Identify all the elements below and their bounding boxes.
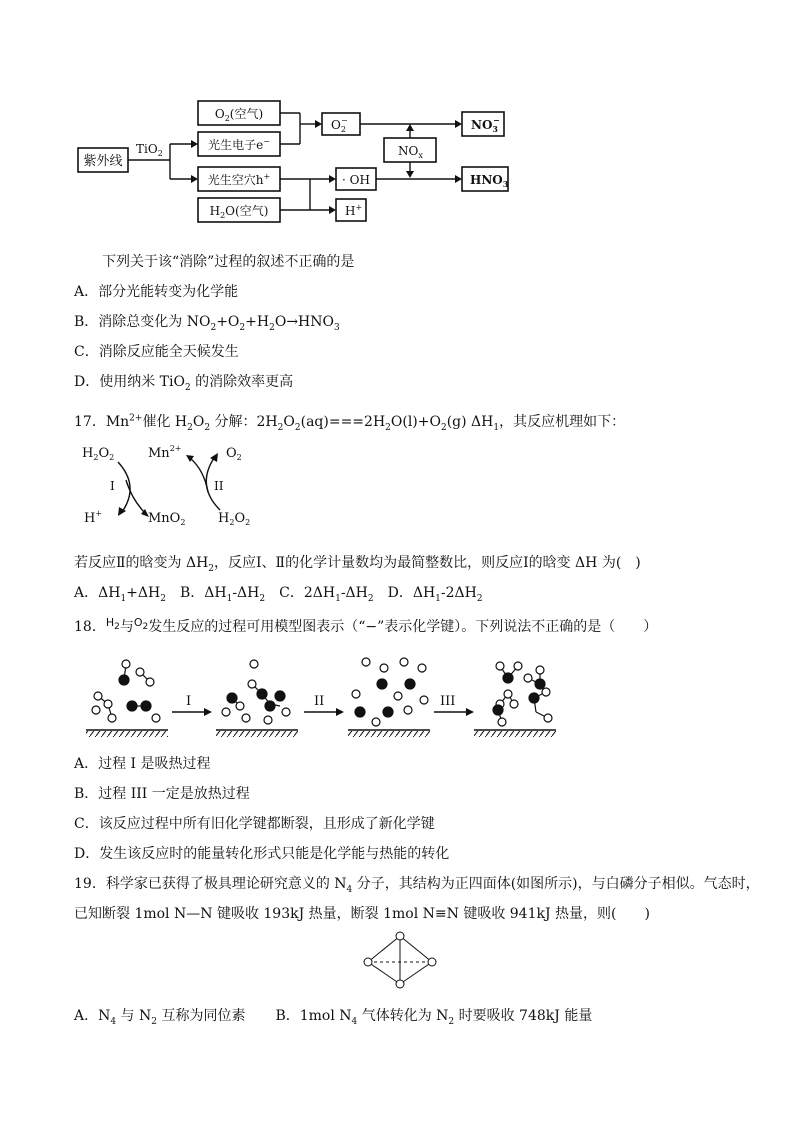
q18-option-b: B．过程 III 一定是放热过程 xyxy=(74,786,250,802)
catalytic-cycle-diagram xyxy=(0,436,800,536)
hole-label: 光生空穴h+ xyxy=(207,172,271,187)
q16-option-b: B．消除总变化为 $NO_2+O_2+H_2O\to HNO_3$ xyxy=(74,314,340,333)
cycle-h2o2-bottom: $H_2O_2$ xyxy=(218,511,251,527)
electron-label: 光生电子e− xyxy=(208,137,270,152)
q18-stem: 18．$^{H_2}$与$^{O_2}$发生反应的过程可用模型图表示（“−”表示化学键）。下列说法不正确的是（ ） xyxy=(74,616,658,635)
cycle-o2: $O_2$ xyxy=(226,446,242,462)
cycle-step-i: I xyxy=(110,479,115,493)
molecules-adsorbed xyxy=(222,660,290,724)
surface-1 xyxy=(86,730,168,737)
o2-minus-label: $O_2-$ xyxy=(331,116,348,134)
q18-option-c: C．该反应过程中所有旧化学键都断裂，且形成了新化学键 xyxy=(74,816,435,832)
hno3-label: $HNO_3$ xyxy=(470,173,509,189)
oh-radical-label: · OH xyxy=(342,173,370,187)
q17-option-b: $\Delta H_1-\Delta H_2$ C． xyxy=(204,585,304,604)
q19-stem-line1: 19．科学家已获得了极具理论研究意义的 $N_4$ 分子，其结构为正四面体(如图所示)，与白磷分子相似。气态时， xyxy=(74,876,760,895)
q18-option-d: D．发生该反应时的能量转化形式只能是化学能与热能的转化 xyxy=(74,846,450,862)
q18-option-a: A．过程 I 是吸热过程 xyxy=(74,756,211,772)
photocatalysis-flow-diagram xyxy=(0,0,800,240)
q17-stem: 17．$Mn^{2+}$催化 $H_2O_2$ 分解：$2H_2O_2(aq)===2H_2O(l)+O_2(g)$ $\Delta H_1$，其反应机理如下： xyxy=(74,413,626,433)
q18-h2: H2 xyxy=(105,616,120,633)
h2o-air-label: $H_2O$(空气) xyxy=(209,204,269,220)
atoms-dissociated xyxy=(352,658,428,726)
q17-options xyxy=(74,583,483,603)
q16-option-d: D．使用纳米 TiO$_2$ 的消除效率更高 xyxy=(74,374,294,393)
surface-3 xyxy=(348,730,430,737)
step-iii-label: III xyxy=(440,694,456,709)
uv-label: 紫外线 xyxy=(83,154,123,169)
molecules-initial xyxy=(92,660,160,722)
cycle-hplus: H+ xyxy=(84,509,103,526)
n4-tetrahedron-diagram xyxy=(360,930,440,990)
q19-options xyxy=(74,1006,592,1026)
tio2-label: TiO$_2$ xyxy=(136,142,163,158)
step-ii-label: II xyxy=(314,694,325,709)
cycle-step-ii: II xyxy=(214,479,224,493)
step-i-label: I xyxy=(186,694,192,709)
q17-option-a: A．$\Delta H_1+\Delta H_2$ B． xyxy=(74,585,205,604)
cycle-mn2plus: $Mn^{2+}$ xyxy=(148,444,182,461)
q16-stem: 下列关于该“消除”过程的叙述不正确的是 xyxy=(102,254,355,270)
reaction-model-diagram xyxy=(0,648,800,744)
q18-o2: O2 xyxy=(133,616,149,633)
cycle-mno2: MnO$_2$ xyxy=(148,511,186,527)
surface-4 xyxy=(474,730,556,737)
molecules-product xyxy=(493,662,552,726)
q17-condition: 若反应Ⅱ的晗变为 $\Delta H_2$，反应Ⅰ、Ⅱ的化学计量数均为最简整数比，则反应Ⅰ的晗变 ΔH 为( ) xyxy=(74,555,641,574)
cycle-h2o2-top: $H_2O_2$ xyxy=(82,446,115,462)
hplus-label: H+ xyxy=(345,203,363,218)
q16-option-c: C．消除反应能全天候发生 xyxy=(74,344,239,360)
q19-stem-line2: 已知断裂 1mol N—N 键吸收 193kJ 热量，断裂 1mol N≡N 键吸收 941kJ 热量，则( ) xyxy=(74,906,650,922)
q16-option-a: A．部分光能转变为化学能 xyxy=(74,284,239,300)
surface-2 xyxy=(216,730,298,737)
no3-label: $NO_3-$ xyxy=(471,115,500,134)
o2-air-label: $O_2$(空气) xyxy=(214,107,264,123)
nox-label: $NO_x$ xyxy=(398,144,423,160)
q17-option-d: $\Delta H_1-2\Delta H_2$ xyxy=(412,585,483,604)
q17-option-c: $2\Delta H_1-\Delta H_2$ D． xyxy=(303,585,413,604)
q19-option-a: A．$N_4$ 与 $N_2$ 互称为同位素 xyxy=(74,1008,246,1027)
q19-option-b: B．1mol $N_4$ 气体转化为 $N_2$ 时要吸收 748kJ 能量 xyxy=(275,1008,593,1027)
